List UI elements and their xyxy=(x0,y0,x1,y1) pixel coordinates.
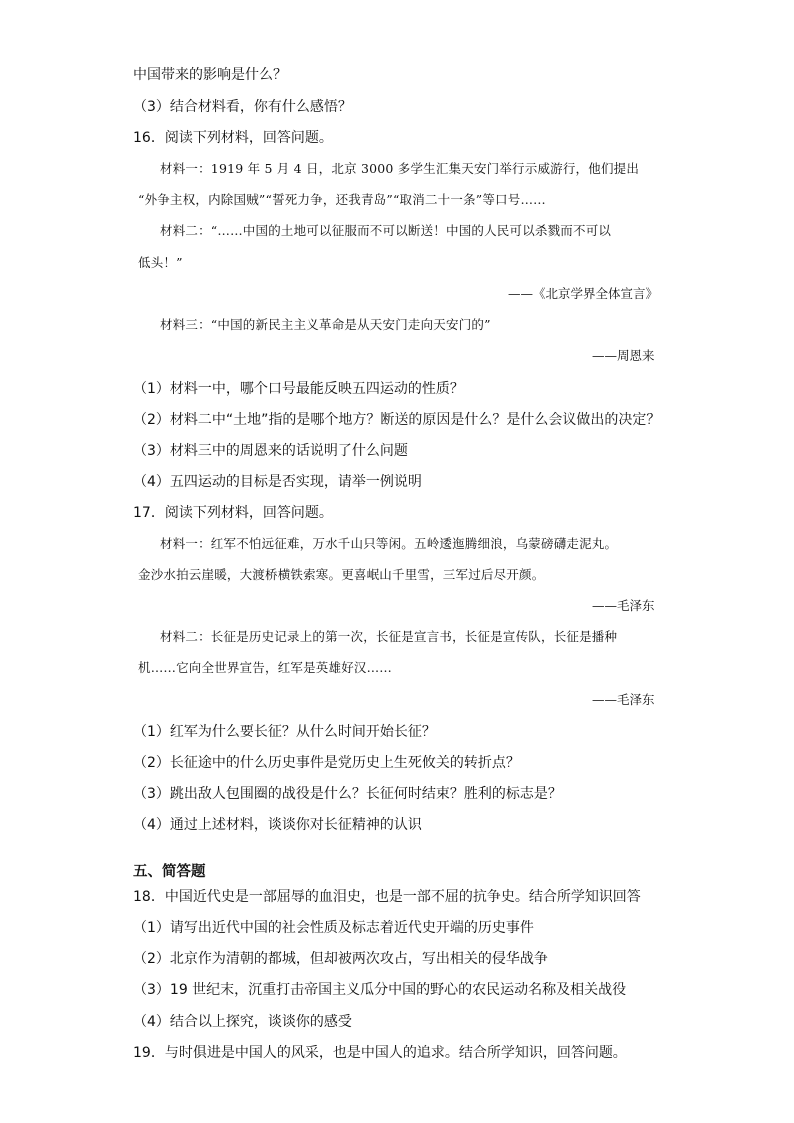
material-line: 材料二：“……中国的土地可以征服而不可以断送！中国的人民可以杀戮而不可以 xyxy=(160,223,612,238)
question-19: 19．与时俱进是中国人的风采，也是中国人的追求。结合所学知识，回答问题。 xyxy=(133,1045,627,1061)
section-heading: 五、简答题 xyxy=(133,864,206,880)
material-line: 材料一：红军不怕远征难，万水千山只等闲。五岭逶迤腾细浪，乌蒙磅礴走泥丸。 xyxy=(160,536,618,551)
material-line: “外争主权，内除国贼”“誓死力争，还我青岛”“取消二十一条”等口号…… xyxy=(138,192,546,207)
material-source: ——毛泽东 xyxy=(592,692,655,707)
material-line: 材料三：“中国的新民主主义革命是从天安门走向天安门的” xyxy=(160,317,491,332)
material-line: 金沙水拍云崖暖，大渡桥横铁索寒。更喜岷山千里雪，三军过后尽开颜。 xyxy=(138,567,545,582)
text-line: 中国带来的影响是什么？ xyxy=(133,67,287,83)
sub-question: （2）长征途中的什么历史事件是党历史上生死攸关的转折点？ xyxy=(133,755,520,771)
material-line: 材料一：1919 年 5 月 4 日，北京 3000 多学生汇集天安门举行示威游行，他们提出 xyxy=(160,161,640,176)
material-source: ——毛泽东 xyxy=(592,598,655,613)
sub-question: （1）材料一中，哪个口号最能反映五四运动的性质？ xyxy=(133,381,464,397)
sub-question: （3）19 世纪末，沉重打击帝国主义瓜分中国的野心的农民运动名称及相关战役 xyxy=(133,982,627,998)
material-line: 机……它向全世界宣告，红军是英雄好汉…… xyxy=(138,660,393,675)
sub-question: （4）通过上述材料，谈谈你对长征精神的认识 xyxy=(133,817,422,833)
sub-question: （1）请写出近代中国的社会性质及标志着近代史开端的历史事件 xyxy=(133,920,534,936)
sub-question: （4）结合以上探究，谈谈你的感受 xyxy=(133,1014,352,1030)
question-16: 16．阅读下列材料，回答问题。 xyxy=(133,130,333,146)
sub-question: （3）跳出敌人包围圈的战役是什么？长征何时结束？胜利的标志是？ xyxy=(133,786,562,802)
material-source: ——《北京学界全体宣言》 xyxy=(508,286,659,301)
question-17: 17．阅读下列材料，回答问题。 xyxy=(133,505,333,521)
sub-question: （1）红军为什么要长征？从什么时间开始长征？ xyxy=(133,724,436,740)
material-source: ——周恩来 xyxy=(592,348,655,363)
sub-question: （3）材料三中的周恩来的话说明了什么问题 xyxy=(133,443,408,459)
sub-question: （2）北京作为清朝的都城，但却被两次攻占，写出相关的侵华战争 xyxy=(133,951,548,967)
sub-question: （4）五四运动的目标是否实现，请举一例说明 xyxy=(133,474,422,490)
question-18: 18．中国近代史是一部屈辱的血泪史，也是一部不屈的抗争史。结合所学知识回答 xyxy=(133,889,641,905)
material-line: 材料二：长征是历史记录上的第一次，长征是宣言书，长征是宣传队，长征是播种 xyxy=(160,629,618,644)
sub-question: （2）材料二中“土地”指的是哪个地方？断送的原因是什么？是什么会议做出的决定？ xyxy=(133,412,661,428)
text-line: （3）结合材料看，你有什么感悟？ xyxy=(133,99,352,115)
material-line: 低头！” xyxy=(138,255,183,270)
